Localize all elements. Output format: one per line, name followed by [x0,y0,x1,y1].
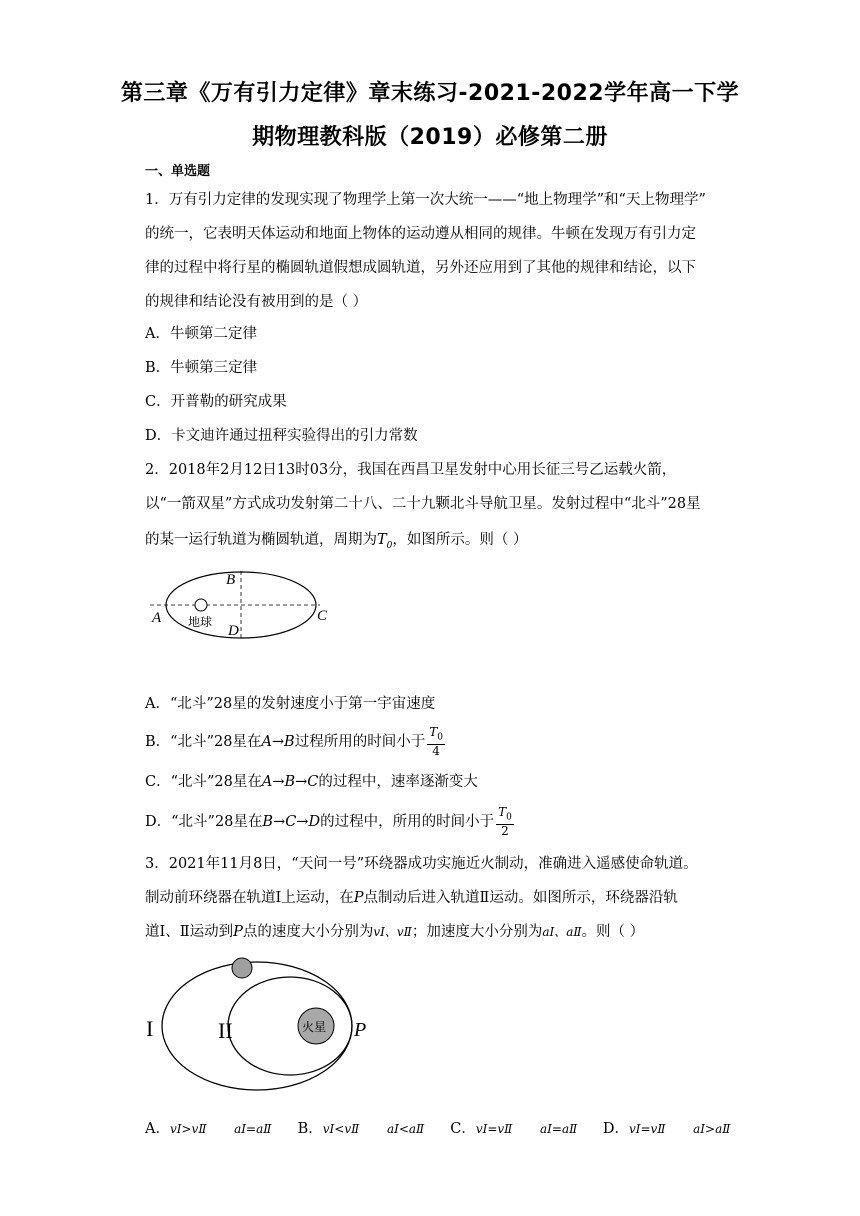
q1-text-line-2: 的统一，它表明天体运动和地面上物体的运动遵从相同的规律。牛顿在发现万有引力定 [145,226,696,242]
path-ab: A→B [261,734,295,751]
q3-option-b: B．vⅠ<vⅡ aⅠ<aⅡ [297,1121,425,1137]
fraction-t0-over-2: $\frac{T_0}{2}$ [498,805,512,839]
figure-label-a: A [152,610,162,626]
q3-text-line-2: 制动前环绕器在轨道Ⅰ上运动，在P点制动后进入轨道Ⅱ运动。如图所示，环绕器沿轨 [145,890,678,906]
q2-text-line-2: 以“一箭双星”方式成功发射第二十八、二十九颗北斗导航卫星。发射过程中“北斗”28星 [145,496,701,512]
q2-option-d: D．“北斗”28星在B→C→D的过程中，所用的时间小于 $\frac{T_0}{2}$ [145,805,512,839]
q1-text-line-4: 的规律和结论没有被用到的是（ ） [145,294,368,310]
page-title-line-1: 第三章《万有引力定律》章末练习-2021-2022学年高一下学 [120,81,740,106]
point-p: P [353,890,364,906]
path-bcd: B→C→D [262,814,321,831]
figure-label-c: C [317,608,328,624]
q3-option-d: D．vⅠ=vⅡ aⅠ>aⅡ [602,1121,731,1137]
q1-option-c: C．开普勒的研究成果 [145,394,287,410]
q3-option-a: A．vⅠ>vⅡ aⅠ=aⅡ [145,1121,272,1137]
q2-text-line-1: 2．2018年2月12日13时03分，我国在西昌卫星发射中心用长征三号乙运载火箭， [145,462,677,478]
q2-line3-text-b: ，如图所示。则（ ） [392,532,528,548]
orbit-label-ii: II [218,1018,233,1043]
point-label-p: P [354,1019,367,1041]
q1-option-d: D．卡文迪许通过扭秤实验得出的引力常数 [145,428,418,444]
section-heading: 一、单选题 [145,164,211,179]
q2-line3-text-a: 的某一运行轨道为椭圆轨道，周期为 [145,532,377,548]
q2-ellipse-orbit-figure [150,568,340,648]
q3-option-c: C．vⅠ=vⅡ aⅠ=aⅡ [450,1121,578,1137]
orbit-label-i: I [146,1016,154,1041]
page-title-line-2: 期物理教科版（2019）必修第二册 [252,125,608,150]
path-abc: A→B→C [261,774,319,790]
q3-text-line-1: 3．2021年11月8日，“天问一号”环绕器成功实施近火制动，准确进入遥感使命轨道。 [145,856,698,872]
q3-text-line-3: 道Ⅰ、Ⅱ运动到P点的速度大小分别为vⅠ、vⅡ；加速度大小分别为aⅠ、aⅡ。则（ ） [145,924,645,940]
q3-options-row [145,1117,733,1138]
q1-text-line-1: 1．万有引力定律的发现实现了物理学上第一次大统一——“地上物理学”和“天上物理学” [145,192,706,208]
q2-option-a: A．“北斗”28星的发射速度小于第一宇宙速度 [145,696,436,712]
fraction-t0-over-4: $\frac{T_0}{4}$ [429,725,443,759]
q1-text-line-3: 律的过程中将行星的椭圆轨道假想成圆轨道，另外还应用到了其他的规律和结论，以下 [145,260,696,276]
mars-label: 火星 [302,1020,327,1034]
q3-orbit-figure [140,952,390,1102]
figure-label-earth: 地球 [188,615,213,629]
q2-option-c: C．“北斗”28星在A→B→C的过程中，速率逐渐变大 [145,774,478,790]
figure-label-b: B [226,572,236,588]
period-symbol: $T_0$ [377,532,393,551]
q1-option-a: A．牛顿第二定律 [145,326,257,342]
q2-text-line-3 [145,528,528,551]
q1-option-b: B．牛顿第三定律 [145,360,258,376]
figure-label-d: D [228,623,239,639]
q2-option-b: B．“北斗”28星在A→B过程所用的时间小于 $\frac{T_0}{4}$ [145,725,443,759]
